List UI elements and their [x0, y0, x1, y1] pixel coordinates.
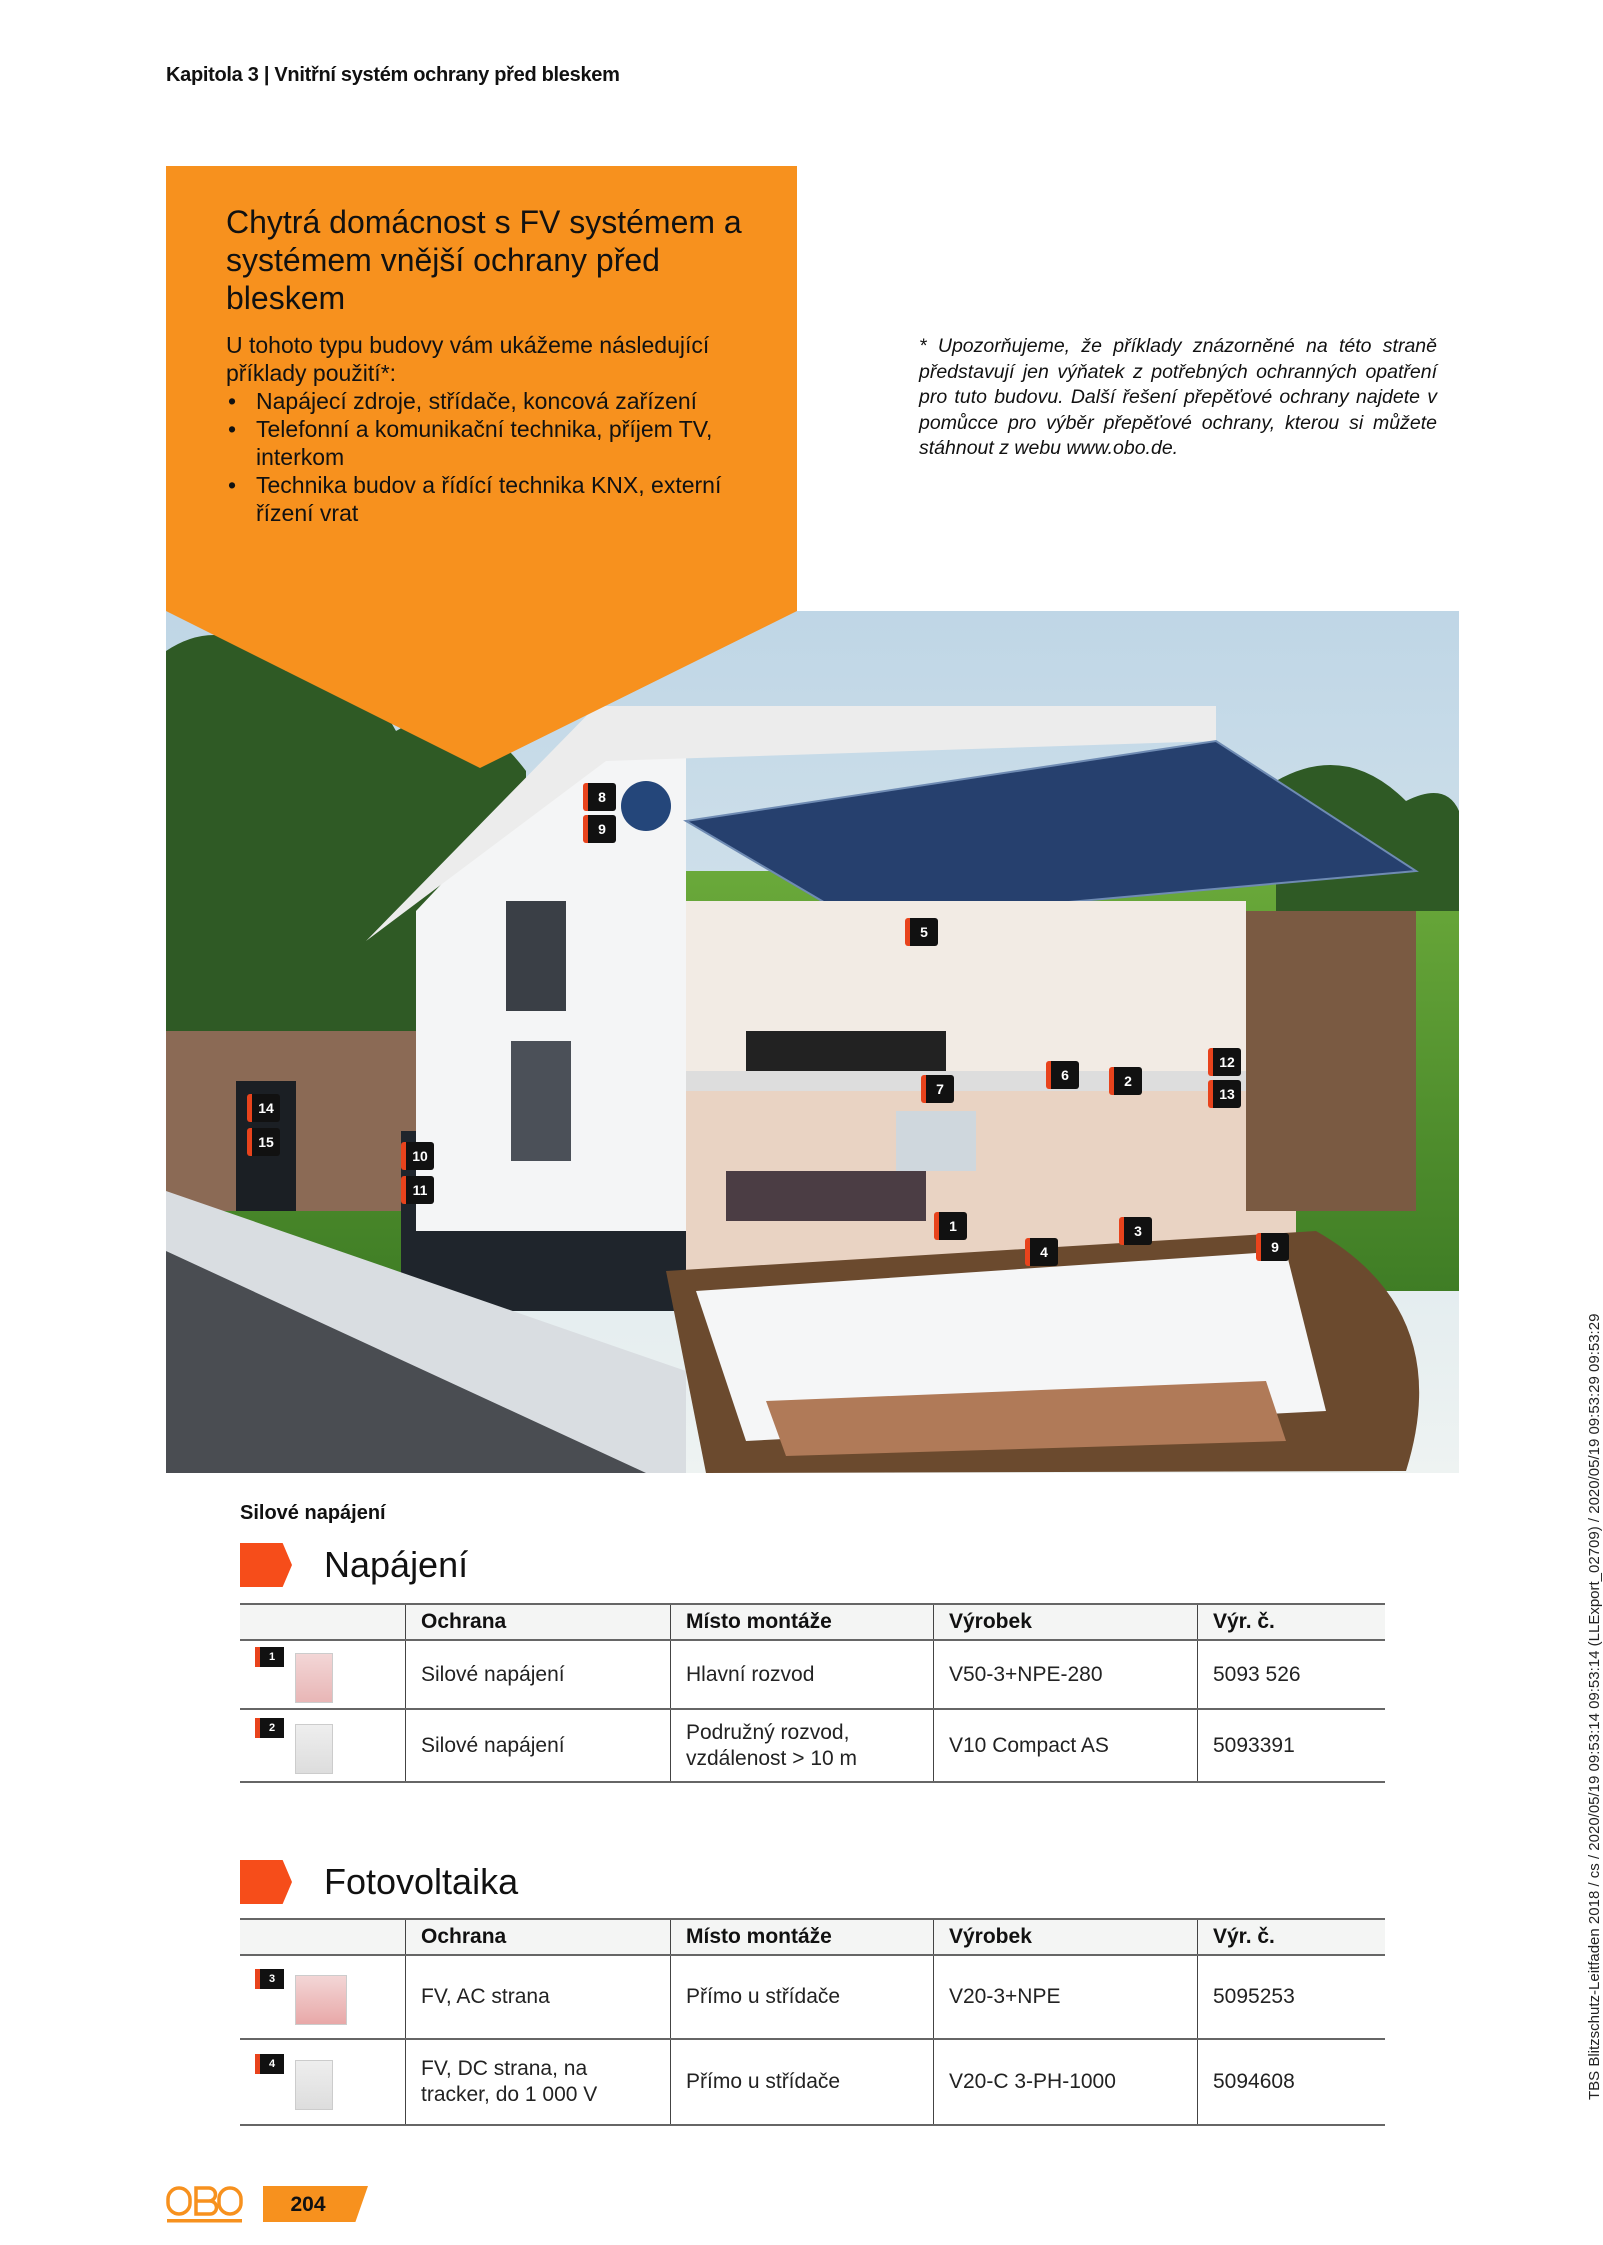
marker: 4	[255, 2054, 284, 2074]
cell-cislo: 5093391	[1198, 1709, 1386, 1782]
intro-panel	[226, 203, 756, 527]
intro-list-item: • Technika budov a řídící technika KNX, externí řízení vrat	[226, 471, 756, 527]
marker: 14	[247, 1094, 280, 1122]
cell-ochrana: FV, DC strana, na tracker, do 1 000 V	[406, 2039, 671, 2125]
print-metadata: TBS Blitzschutz-Leitfaden 2018 / cs / 2020/05/19 09:53:14 09:53:14 (LLExport_02709) / 2020/05/19 09:53:29 09:53:29	[1586, 1313, 1603, 2100]
cell-misto: Hlavní rozvod	[671, 1640, 934, 1709]
section-heading-napajeni	[240, 1543, 468, 1587]
section-label: Silové napájení	[240, 1502, 386, 1524]
cell-vyrobek: V20-3+NPE	[934, 1955, 1198, 2039]
marker: 4	[1025, 1238, 1058, 1266]
product-thumbnail	[240, 2039, 406, 2125]
cell-vyrobek: V50-3+NPE-280	[934, 1640, 1198, 1709]
section-flag-icon	[240, 1543, 292, 1587]
column-header: Místo montáže	[671, 1919, 934, 1955]
cell-cislo: 5094608	[1198, 2039, 1386, 2125]
cell-misto: Přímo u střídače	[671, 2039, 934, 2125]
marker: 2	[1109, 1067, 1142, 1095]
marker: 7	[921, 1075, 954, 1103]
column-header	[240, 1604, 406, 1640]
intro-list-item: • Napájecí zdroje, střídače, koncová zařízení	[226, 387, 756, 415]
cell-ochrana: FV, AC strana	[406, 1955, 671, 2039]
cell-ochrana: Silové napájení	[406, 1640, 671, 1709]
marker: 3	[255, 1969, 284, 1989]
device-image	[295, 1653, 333, 1703]
footnote: * Upozorňujeme, že příklady znázorněné na této straně představují jen výňatek z potřebných ochranných opatření pro tuto budovu. Další řešení přepěťové ochrany najdete v pomůcce pro výběr přepěťové ochrany, kterou si můžete stáhnout z webu www.obo.de.	[919, 335, 1437, 459]
marker: 2	[255, 1718, 284, 1738]
fotovoltaika-table	[240, 1918, 1385, 2126]
table-header-row	[240, 1919, 1385, 1955]
cell-misto: Přímo u střídače	[671, 1955, 934, 2039]
intro-list	[226, 387, 756, 527]
intro-text: U tohoto typu budovy vám ukážeme následující příklady použití*:	[226, 332, 710, 386]
obo-logo	[166, 2185, 244, 2225]
page-number: 204	[290, 2193, 326, 2216]
column-header: Ochrana	[406, 1919, 671, 1955]
table-row	[240, 2039, 1385, 2125]
column-header: Výrobek	[934, 1604, 1198, 1640]
cell-misto: Podružný rozvod, vzdálenost > 10 m	[671, 1709, 934, 1782]
section-title: Fotovoltaika	[324, 1861, 519, 1902]
marker: 5	[905, 918, 938, 946]
product-thumbnail	[240, 1955, 406, 2039]
device-image	[295, 1975, 347, 2025]
table-row	[240, 1955, 1385, 2039]
marker: 8	[583, 783, 616, 811]
section-title: Napájení	[324, 1544, 469, 1585]
product-thumbnail	[240, 1640, 406, 1709]
column-header: Místo montáže	[671, 1604, 934, 1640]
marker: 1	[934, 1212, 967, 1240]
section-flag-icon	[240, 1860, 292, 1904]
column-header: Ochrana	[406, 1604, 671, 1640]
marker: 10	[401, 1142, 434, 1170]
cell-vyrobek: V20-C 3-PH-1000	[934, 2039, 1198, 2125]
cell-ochrana: Silové napájení	[406, 1709, 671, 1782]
marker: 15	[247, 1128, 280, 1156]
cell-cislo: 5093 526	[1198, 1640, 1386, 1709]
marker: 1	[255, 1647, 284, 1667]
column-header: Výr. č.	[1198, 1919, 1386, 1955]
column-header: Výr. č.	[1198, 1604, 1386, 1640]
marker: 9	[583, 815, 616, 843]
napajeni-table	[240, 1603, 1385, 1783]
table-header-row	[240, 1604, 1385, 1640]
intro-list-item: • Telefonní a komunikační technika, příjem TV, interkom	[226, 415, 756, 471]
section-heading-fotovoltaika	[240, 1860, 518, 1904]
marker: 9	[1256, 1233, 1289, 1261]
marker: 6	[1046, 1061, 1079, 1089]
column-header	[240, 1919, 406, 1955]
marker: 13	[1208, 1080, 1241, 1108]
cell-cislo: 5095253	[1198, 1955, 1386, 2039]
chapter-header: Kapitola 3 | Vnitřní systém ochrany před bleskem	[166, 64, 620, 86]
product-thumbnail	[240, 1709, 406, 1782]
table-row	[240, 1709, 1385, 1782]
column-header: Výrobek	[934, 1919, 1198, 1955]
cell-vyrobek: V10 Compact AS	[934, 1709, 1198, 1782]
marker: 11	[401, 1176, 434, 1204]
marker: 3	[1119, 1217, 1152, 1245]
marker: 12	[1208, 1048, 1241, 1076]
table-row	[240, 1640, 1385, 1709]
device-image	[295, 1724, 333, 1774]
intro-title: Chytrá domácnost s FV systémem a systémem vnější ochrany před bleskem	[226, 204, 742, 316]
device-image	[295, 2060, 333, 2110]
